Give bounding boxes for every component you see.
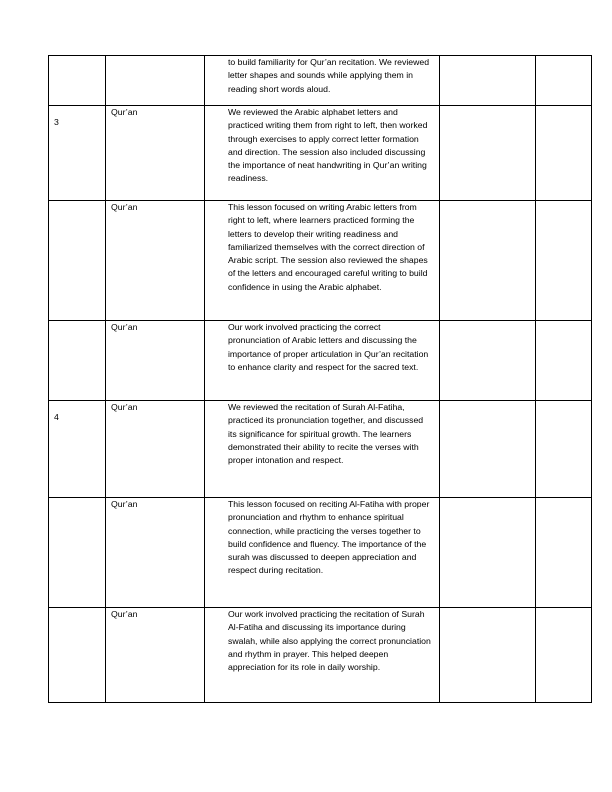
week-cell xyxy=(49,106,106,201)
empty-cell xyxy=(440,608,536,703)
lesson-description: This lesson focused on writing Arabic letters from right to left, where learners practiced forming the letters to develop their writing readiness and familiarized themselves with the correct direction of Arabic script. The session also reviewed the shapes of the letters and encouraged careful writing to build confidence in using the Arabic alphabet. xyxy=(228,202,428,292)
week-cell xyxy=(49,321,106,401)
subject-text: Qur’an xyxy=(111,322,138,332)
lesson-description: We reviewed the recitation of Surah Al-Fatiha, practiced its pronunciation together, and discussed its significance for spiritual growth. The learners demonstrated their ability to recite the verses with proper intonation and respect. xyxy=(228,402,424,466)
empty-cell xyxy=(536,106,592,201)
table-row xyxy=(49,56,592,106)
subject-cell xyxy=(106,56,205,106)
description-cell xyxy=(205,106,440,201)
description-cell xyxy=(205,201,440,321)
subject-cell xyxy=(106,608,205,703)
empty-cell xyxy=(440,201,536,321)
week-cell xyxy=(49,401,106,498)
empty-cell xyxy=(440,498,536,608)
lesson-description: This lesson focused on reciting Al-Fatiha with proper pronunciation and rhythm to enhance spiritual connection, while practicing the verses together to build confidence and fluency. The importance of the surah was discussed to deepen appreciation and respect during recitation. xyxy=(228,499,430,576)
description-cell xyxy=(205,401,440,498)
lesson-log-table xyxy=(48,55,592,703)
subject-cell xyxy=(106,321,205,401)
empty-cell xyxy=(440,56,536,106)
table-row xyxy=(49,321,592,401)
table-row xyxy=(49,401,592,498)
week-number: 3 xyxy=(54,117,59,127)
table-row xyxy=(49,608,592,703)
empty-cell xyxy=(536,608,592,703)
empty-cell xyxy=(440,321,536,401)
week-cell xyxy=(49,56,106,106)
lesson-description: to build familiarity for Qur’an recitation. We reviewed letter shapes and sounds while applying them in reading short words aloud. xyxy=(228,57,430,94)
subject-text: Qur’an xyxy=(111,402,138,412)
subject-cell xyxy=(106,401,205,498)
empty-cell xyxy=(536,321,592,401)
empty-cell xyxy=(536,401,592,498)
description-cell xyxy=(205,321,440,401)
table-row xyxy=(49,201,592,321)
table-row xyxy=(49,498,592,608)
table-row xyxy=(49,106,592,201)
subject-cell xyxy=(106,201,205,321)
week-cell xyxy=(49,498,106,608)
subject-text: Qur’an xyxy=(111,202,138,212)
week-cell xyxy=(49,608,106,703)
empty-cell xyxy=(440,106,536,201)
lesson-description: We reviewed the Arabic alphabet letters and practiced writing them from right to left, then worked through exercises to apply correct letter formation and direction. The session also included discussing the importance of neat handwriting in Qur’an writing readiness. xyxy=(228,107,428,184)
description-cell xyxy=(205,608,440,703)
subject-text: Qur’an xyxy=(111,609,138,619)
lesson-description: Our work involved practicing the correct pronunciation of Arabic letters and discussing the importance of proper articulation in Qur’an recitation to enhance clarity and respect for the sacred text. xyxy=(228,322,429,372)
description-cell xyxy=(205,56,440,106)
subject-text: Qur’an xyxy=(111,499,138,509)
empty-cell xyxy=(536,56,592,106)
subject-cell xyxy=(106,106,205,201)
lesson-description: Our work involved practicing the recitation of Surah Al-Fatiha and discussing its importance during swalah, while also applying the correct pronunciation and rhythm in prayer. This helped deepen appreciation for its role in daily worship. xyxy=(228,609,431,673)
empty-cell xyxy=(536,201,592,321)
week-number: 4 xyxy=(54,412,59,422)
empty-cell xyxy=(440,401,536,498)
week-cell xyxy=(49,201,106,321)
subject-cell xyxy=(106,498,205,608)
subject-text: Qur’an xyxy=(111,107,138,117)
empty-cell xyxy=(536,498,592,608)
description-cell xyxy=(205,498,440,608)
